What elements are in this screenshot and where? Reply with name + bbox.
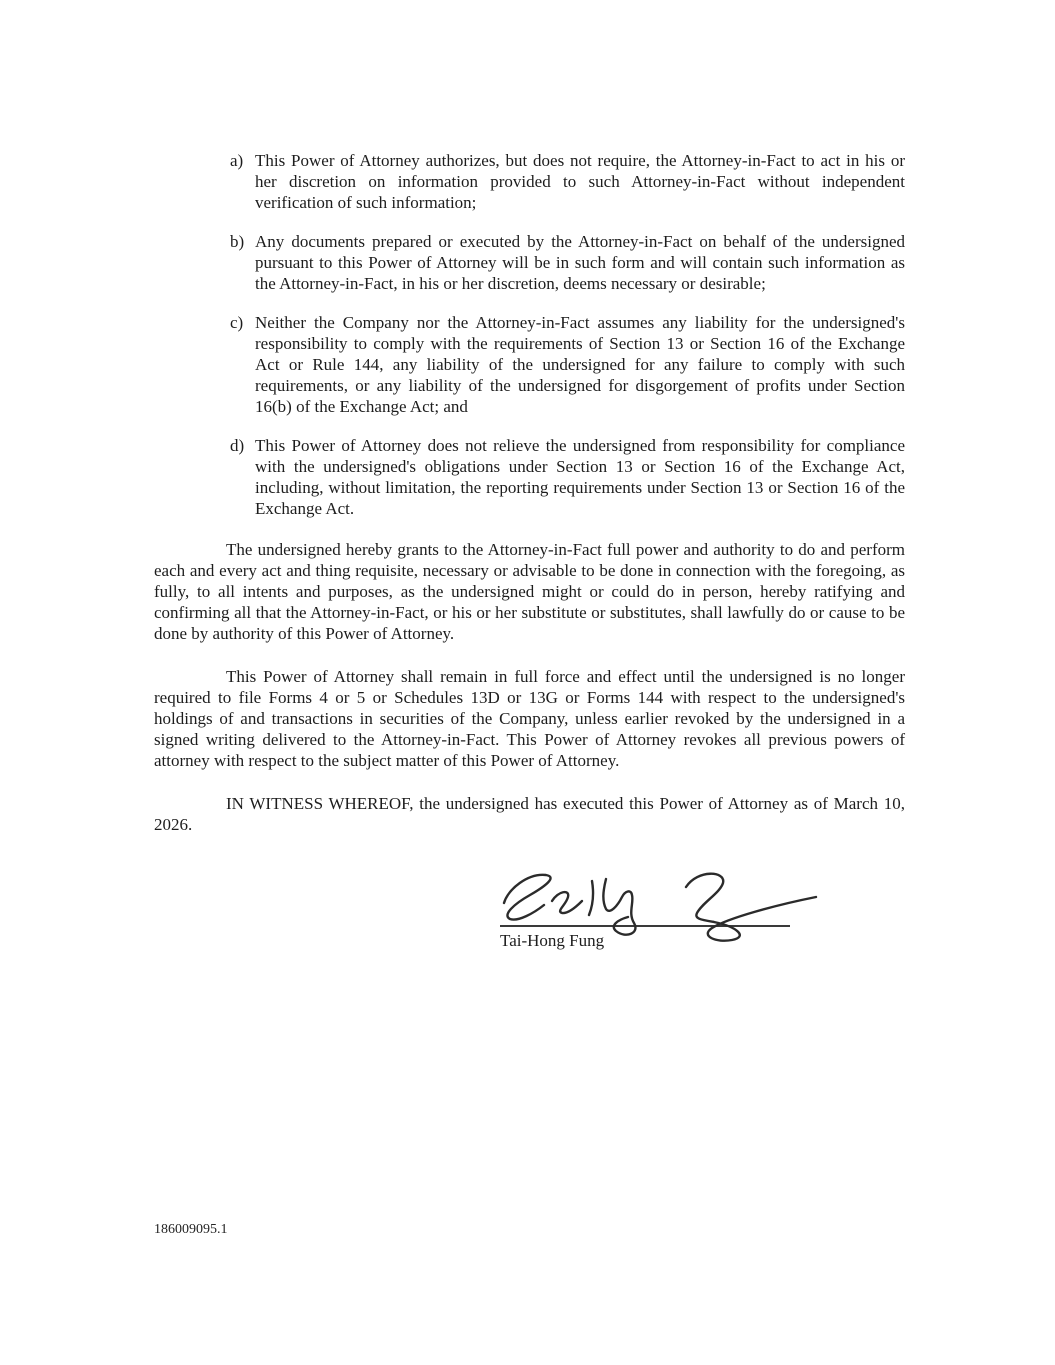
witness-paragraph: IN WITNESS WHEREOF, the undersigned has executed this Power of Attorney as of March 10, 2026. xyxy=(154,794,905,834)
signature-block xyxy=(500,863,790,951)
signature-stroke xyxy=(686,874,723,922)
grant-of-authority-paragraph: The undersigned hereby grants to the Attorney-in-Fact full power and authority to do and perform each and every act and thing requisite, necessary or advisable to be done in connection with the foregoing, as fully, to all intents and purposes, as the undersigned might or could do in person, hereby ratifying and confirming all that the Attorney-in-Fact, or his or her substitute or substitutes, shall lawfully do or cause to be done by authority of this Power of Attorney. xyxy=(154,540,905,643)
signature-stroke xyxy=(589,881,593,915)
duration-revocation-paragraph: This Power of Attorney shall remain in full force and effect until the undersigned is no longer required to file Forms 4 or 5 or Schedules 13D or 13G or Forms 144 with respect to the undersigned's holdings of and transactions in securities of the Company, unless earlier revoked by the undersigned in a signed writing delivered to the Attorney-in-Fact. This Power of Attorney revokes all previous powers of attorney with respect to the subject matter of this Power of Attorney. xyxy=(154,667,905,770)
poa-clause-d xyxy=(230,435,905,519)
clause-label: b) xyxy=(230,232,245,251)
clause-text: This Power of Attorney authorizes, but does not require, the Attorney-in-Fact to act in his or her discretion on information provided to such Attorney-in-Fact without independent verification of such information; xyxy=(255,151,905,212)
signature-stroke xyxy=(552,892,582,913)
document-number: 186009095.1 xyxy=(154,1222,228,1237)
poa-clause-b xyxy=(230,231,905,294)
clause-text: Any documents prepared or executed by the Attorney-in-Fact on behalf of the undersigned pursuant to this Power of Attorney will be in such form and will contain such information as the Attorney-in-Fact, in his or her discretion, deems necessary or desirable; xyxy=(255,232,905,293)
clause-text: Neither the Company nor the Attorney-in-Fact assumes any liability for the undersigned's responsibility to comply with the requirements of Section 13 or Section 16 of the Exchange Act or Rule 144, any liability of the undersigned for any failure to comply with such requirements, or any liability of the undersigned for disgorgement of profits under Section 16(b) of the Exchange Act; and xyxy=(255,313,905,416)
clause-label: a) xyxy=(230,151,244,170)
poa-clause-a xyxy=(230,150,905,213)
signature-line xyxy=(500,925,790,927)
clause-label: d) xyxy=(230,436,245,455)
signatory-name: Tai-Hong Fung xyxy=(500,931,605,950)
clause-text: This Power of Attorney does not relieve the undersigned from responsibility for compliance with the undersigned's obligations under Section 13 or Section 16 of the Exchange Act, including, without limitation, the reporting requirements under Section 13 or Section 16 of the Exchange Act. xyxy=(255,436,905,518)
clause-label: c) xyxy=(230,313,244,332)
poa-clause-c xyxy=(230,312,905,417)
signature-stroke xyxy=(504,875,551,920)
